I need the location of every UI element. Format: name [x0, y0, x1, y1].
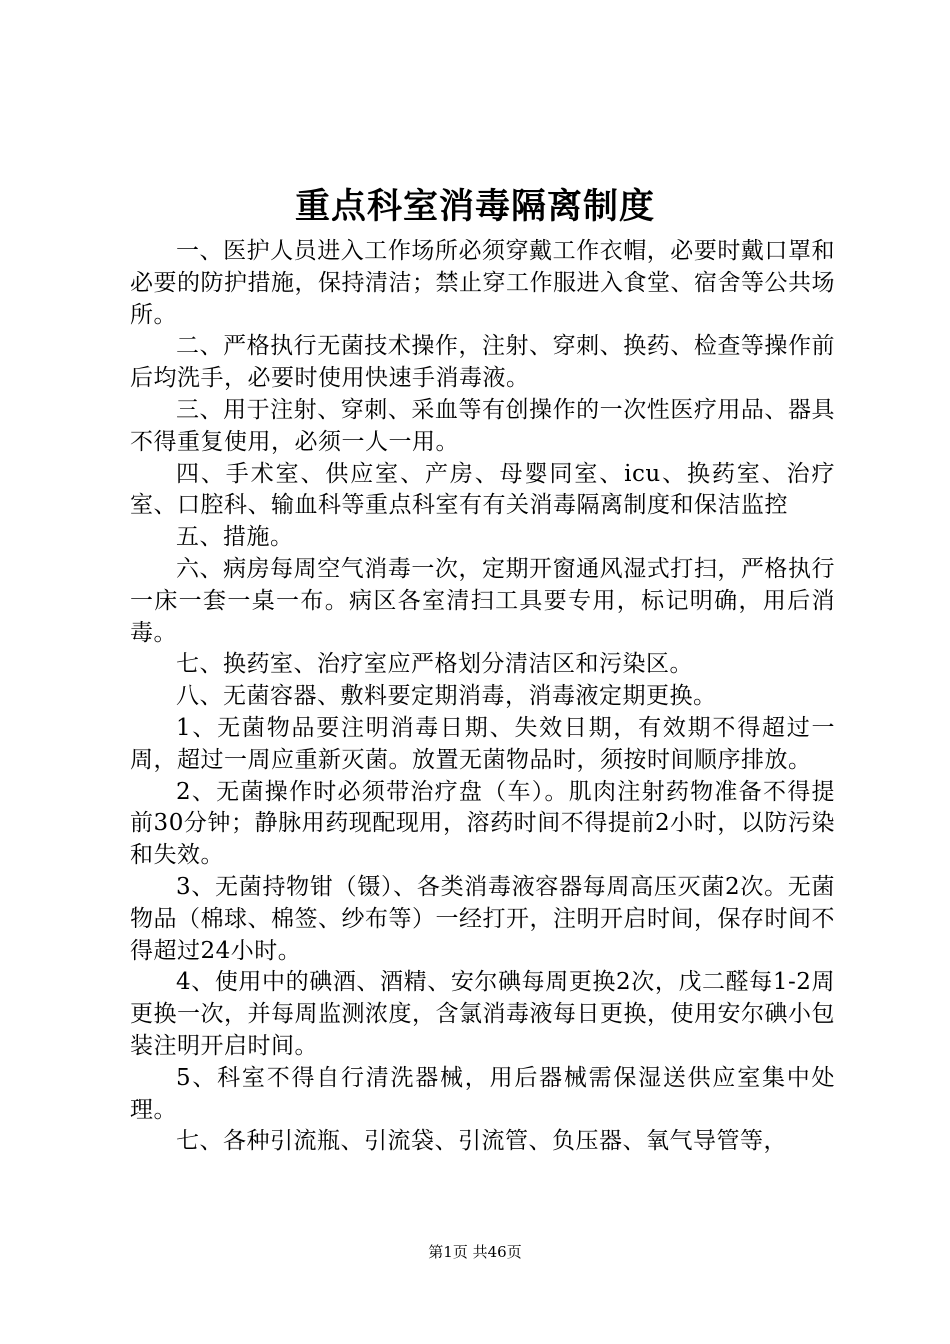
paragraph-11: 3、无菌持物钳（镊）、各类消毒液容器每周高压灭菌2次。无菌物品（棉球、棉签、纱布等）一经打开，注明开启时间，保存时间不得超过24小时。	[130, 873, 835, 964]
paragraph-3: 三、用于注射、穿刺、采血等有创操作的一次性医疗用品、器具不得重复使用，必须一人一用。	[130, 396, 835, 455]
paragraph-9: 1、无菌物品要注明消毒日期、失效日期，有效期不得超过一周，超过一周应重新灭菌。放置无菌物品时，须按时间顺序排放。	[130, 714, 835, 773]
paragraph-10: 2、无菌操作时必须带治疗盘（车）。肌肉注射药物准备不得提前30分钟；静脉用药现配现用，溶药时间不得提前2小时，以防污染和失效。	[130, 778, 835, 869]
paragraph-14: 七、各种引流瓶、引流袋、引流管、负压器、氧气导管等，	[176, 1128, 787, 1155]
page-footer: 第1页 共46页	[428, 1243, 522, 1261]
paragraph-13: 5、科室不得自行清洗器械，用后器械需保湿送供应室集中处理。	[130, 1064, 835, 1123]
paragraph-6: 六、病房每周空气消毒一次，定期开窗通风湿式打扫，严格执行一床一套一桌一布。病区各室清扫工具要专用，标记明确，用后消毒。	[130, 555, 835, 646]
paragraph-8: 八、无菌容器、敷料要定期消毒，消毒液定期更换。	[176, 683, 717, 710]
paragraph-1: 一、医护人员进入工作场所必须穿戴工作衣帽，必要时戴口罩和必要的防护措施，保持清洁；禁止穿工作服进入食堂、宿舍等公共场所。	[130, 238, 835, 328]
document-body	[130, 236, 835, 1158]
document-title: 重点科室消毒隔离制度	[294, 186, 655, 227]
paragraph-7: 七、换药室、治疗室应严格划分清洁区和污染区。	[176, 651, 693, 678]
paragraph-4: 四、手术室、供应室、产房、母婴同室、icu、换药室、治疗室、口腔科、输血科等重点科室有有关消毒隔离制度和保洁监控	[130, 460, 835, 519]
paragraph-12: 4、使用中的碘酒、酒精、安尔碘每周更换2次，戊二醛每1-2周更换一次，并每周监测浓度，含氯消毒液每日更换，使用安尔碘小包装注明开启时间。	[130, 969, 835, 1059]
paragraph-5: 五、措施。	[176, 524, 294, 551]
paragraph-2: 二、严格执行无菌技术操作，注射、穿刺、换药、检查等操作前后均洗手，必要时使用快速手消毒液。	[130, 333, 835, 392]
